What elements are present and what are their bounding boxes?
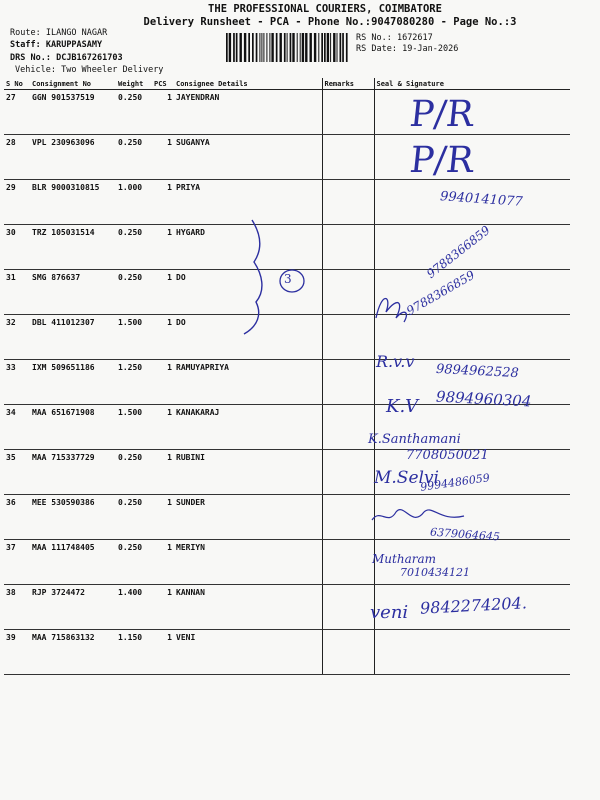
cell-pcs: 1: [152, 540, 174, 585]
handwritten-name-39: veni: [370, 602, 409, 623]
cell-sno: 34: [4, 405, 30, 450]
cell-consignment: VPL 230963096: [30, 135, 116, 180]
cell-weight: 0.250: [116, 135, 152, 180]
cell-weight: 0.250: [116, 540, 152, 585]
cell-pcs: 1: [152, 90, 174, 135]
cell-consignee: DO: [174, 270, 322, 315]
handwritten-name-35: K.Santhamani: [368, 432, 461, 447]
cell-weight: 0.250: [116, 90, 152, 135]
handwritten-phone-29: 9940141077: [439, 189, 524, 210]
drs-value: DCJB167261703: [56, 53, 123, 63]
cell-weight: 0.250: [116, 270, 152, 315]
cell-consignment: TRZ 105031514: [30, 225, 116, 270]
route-label: Route:: [10, 28, 41, 38]
cell-weight: 0.250: [116, 495, 152, 540]
cell-consignment: MAA 715337729: [30, 450, 116, 495]
margin-bracket-mark: [244, 220, 262, 334]
cell-consignment: MEE 530590386: [30, 495, 116, 540]
handwritten-pr-28: P/R: [407, 140, 476, 181]
vehicle-value: Two Wheeler Delivery: [61, 65, 164, 75]
cell-pcs: 1: [152, 585, 174, 630]
cell-sno: 29: [4, 180, 30, 225]
cell-consignment: MAA 715863132: [30, 630, 116, 675]
handwritten-name-33: R.v.v: [376, 352, 415, 371]
cell-consignee: VENI: [174, 630, 322, 675]
cell-sno: 32: [4, 315, 30, 360]
cell-consignee: SUNDER: [174, 495, 322, 540]
handwritten-phone-36: 9994486059: [419, 471, 491, 494]
cell-pcs: 1: [152, 270, 174, 315]
cell-pcs: 1: [152, 450, 174, 495]
handwritten-phone-37: 6379064645: [429, 525, 501, 544]
col-header-consignee: Consignee Details: [174, 78, 322, 90]
cell-pcs: 1: [152, 630, 174, 675]
signature-scribble-32: [376, 299, 406, 323]
rs-date-value: 19-Jan-2026: [402, 44, 459, 54]
rs-date-label: RS Date:: [356, 44, 397, 54]
cell-consignee: JAYENDRAN: [174, 90, 322, 135]
handwritten-phone-34: 9894960304: [435, 387, 532, 411]
cell-sno: 36: [4, 495, 30, 540]
cell-pcs: 1: [152, 405, 174, 450]
cell-consignee: MERIYN: [174, 540, 322, 585]
vehicle-label: Vehicle:: [15, 65, 56, 75]
document-title: THE PROFESSIONAL COURIERS, COIMBATORE: [208, 3, 442, 15]
cell-pcs: 1: [152, 315, 174, 360]
cell-weight: 0.250: [116, 450, 152, 495]
cell-pcs: 1: [152, 360, 174, 405]
handwritten-phone-31: 9788366859: [424, 222, 493, 282]
cell-sno: 33: [4, 360, 30, 405]
staff-label: Staff:: [10, 40, 41, 50]
cell-consignee: DO: [174, 315, 322, 360]
handwritten-name-34: K.V: [386, 396, 419, 417]
cell-sno: 39: [4, 630, 30, 675]
cell-consignment: BLR 9000310815: [30, 180, 116, 225]
col-header-weight: Weight: [116, 78, 152, 90]
cell-weight: 1.500: [116, 315, 152, 360]
cell-consignment: IXM 509651186: [30, 360, 116, 405]
cell-consignment: MAA 111748405: [30, 540, 116, 585]
cell-consignment: RJP 3724472: [30, 585, 116, 630]
handwritten-phone-35: 7708050021: [406, 448, 489, 463]
cell-sno: 27: [4, 90, 30, 135]
route-value: ILANGO NAGAR: [45, 28, 108, 38]
cell-consignment: SMG 876637: [30, 270, 116, 315]
handwritten-phone-39: 9842274204.: [419, 593, 528, 618]
cell-sno: 30: [4, 225, 30, 270]
cell-sno: 31: [4, 270, 30, 315]
handwritten-pr-27: P/R: [407, 94, 476, 135]
cell-weight: 1.000: [116, 180, 152, 225]
cell-consignee: PRIYA: [174, 180, 322, 225]
cell-consignee: KANAKARAJ: [174, 405, 322, 450]
col-header-seal: Seal & Signature: [374, 78, 570, 90]
cell-pcs: 1: [152, 495, 174, 540]
handwritten-circled-number: 3: [284, 272, 292, 286]
cell-consignment: DBL 411012307: [30, 315, 116, 360]
cell-weight: 1.500: [116, 405, 152, 450]
handwritten-name-38: Mutharam: [372, 552, 436, 566]
handwritten-phone-38: 7010434121: [400, 566, 470, 579]
rs-number-value: 1672617: [396, 33, 433, 43]
cell-weight: 0.250: [116, 225, 152, 270]
cell-consignee: RUBINI: [174, 450, 322, 495]
cell-consignee: SUGANYA: [174, 135, 322, 180]
cell-weight: 1.250: [116, 360, 152, 405]
col-header-pcs: PCS: [152, 78, 174, 90]
document-subtitle: Delivery Runsheet - PCA - Phone No.:9047080280 - Page No.:3: [143, 16, 517, 28]
col-header-sno: S No: [4, 78, 30, 90]
staff-value: KARUPPASAMY: [45, 40, 103, 50]
cell-pcs: 1: [152, 180, 174, 225]
handwritten-name-36: M.Selvi: [374, 468, 439, 488]
cell-consignee: HYGARD: [174, 225, 322, 270]
cell-weight: 1.150: [116, 630, 152, 675]
handwritten-phone-32: 9788366859: [404, 267, 478, 319]
col-header-consignment: Consignment No: [30, 78, 116, 90]
handwritten-phone-33: 9894962528: [435, 361, 520, 382]
cell-pcs: 1: [152, 225, 174, 270]
cell-pcs: 1: [152, 135, 174, 180]
cell-consignment: GGN 901537519: [30, 90, 116, 135]
cell-sno: 37: [4, 540, 30, 585]
rs-number-label: RS No.:: [356, 33, 392, 43]
cell-consignee: RAMUYAPRIYA: [174, 360, 322, 405]
cell-consignment: MAA 651671908: [30, 405, 116, 450]
cell-weight: 1.400: [116, 585, 152, 630]
drs-label: DRS No.:: [10, 53, 51, 63]
col-header-remarks: Remarks: [322, 78, 374, 90]
cell-consignee: KANNAN: [174, 585, 322, 630]
signature-scribble-37: [372, 510, 464, 520]
cell-sno: 38: [4, 585, 30, 630]
cell-sno: 35: [4, 450, 30, 495]
cell-sno: 28: [4, 135, 30, 180]
